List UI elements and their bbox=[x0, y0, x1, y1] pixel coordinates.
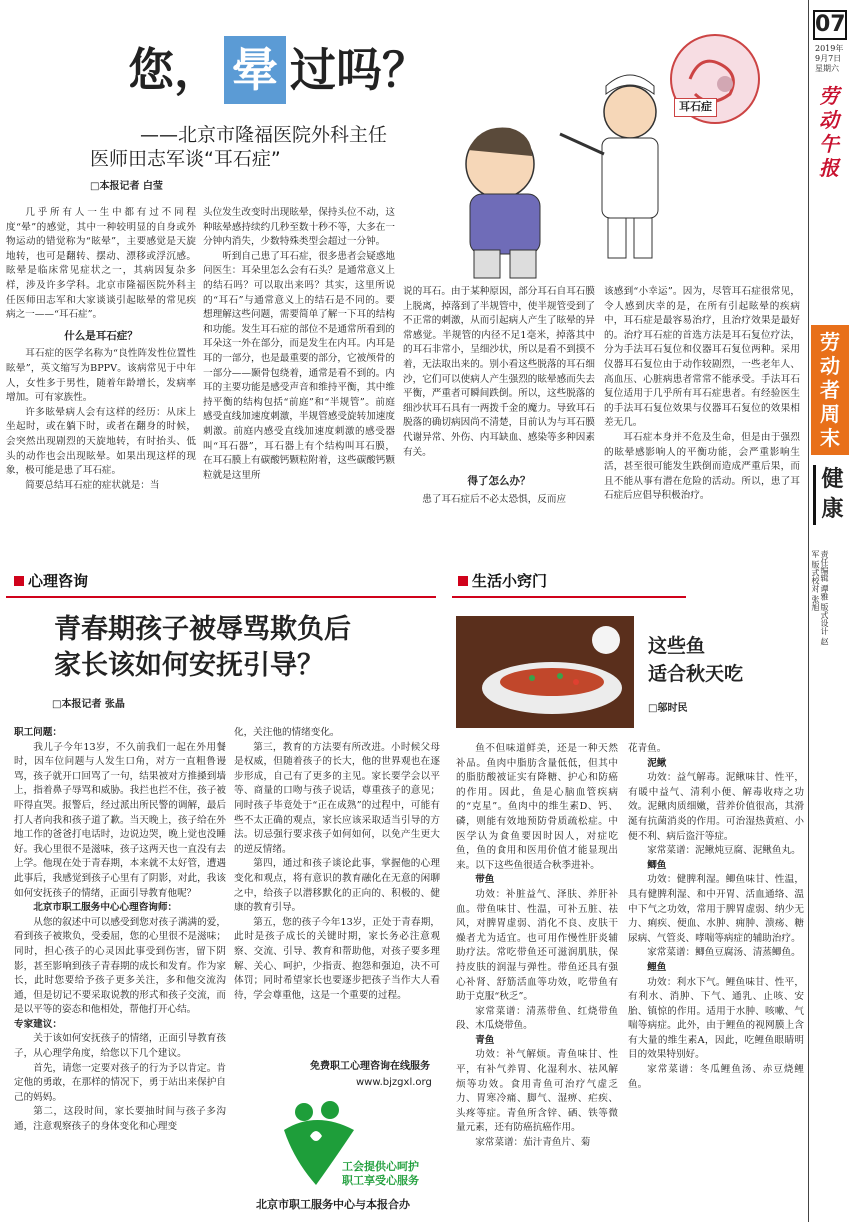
ad-logo-text-2: 职工享受心服务 bbox=[342, 1174, 419, 1187]
psych-column-1 bbox=[14, 726, 226, 1220]
editor-1: 责任编辑 谭雅 bbox=[820, 550, 829, 601]
ad-line: 免费职工心理咨询在线服务 bbox=[310, 1061, 430, 1072]
subsection-title: 健康 bbox=[813, 465, 847, 525]
fish-name: 带鱼 bbox=[475, 874, 495, 886]
tips-title-2: 适合秋天吃 bbox=[648, 663, 744, 685]
paragraph: 首先，请您一定要对孩子的行为予以肯定。肯定他的勇敢，在那样的情况下，勇于站出来保护自己的妈妈。 bbox=[14, 1062, 226, 1103]
paragraph: 家常菜谱：鲫鱼豆腐汤、清蒸鲫鱼。 bbox=[647, 947, 801, 959]
paragraph: 头位发生改变时出现眩晕，保持头位不动，这种眩晕感持续约几秒至数十秒不等，大多在一分钟内消失，少数特殊类型会超过一分钟。 bbox=[203, 207, 395, 248]
paragraph: 功效：补脏益气、泽肤、养肝补血。带鱼味甘、性温，可补五脏、祛风，对脾胃虚弱、消化不良、皮肤干燥者尤为适宜。也可用作慢性肝炎辅助疗法。常吃带鱼还可滋润肌肤，保持皮肤的润湿与弹性。带鱼还具有强心补肾、舒筋活血等功效，吃带鱼有助于克服“秋乏”。 bbox=[456, 888, 618, 1003]
masthead-logo: 劳动午报 bbox=[819, 84, 839, 180]
section-marker bbox=[14, 576, 24, 586]
article-column-4 bbox=[604, 285, 800, 560]
paragraph: 听到自己患了耳石症，很多患者会疑惑地问医生：耳朵里怎么会有石头？是通常意义上的结石吗？可以取出来吗？其实，这里所说的“耳石”与通常意义上的结石是不同的。要想理解这些问题，需要简单了解一下耳的结构和功能。发生耳石症的部位不是通常所看到的耳朵这一外在部分，而是发生在内耳。内耳是耳的一部分，也是最重要的部分，它被颅骨的一部分——颞骨包绕着，通常是看不到的。内耳的主要功能是感受声音和维持平衡，其中维持平衡的结构包括“前庭”和“半规管”。前庭感受直线加速度刺激，半规管感受旋转加速度刺激。前庭内感受直线加速度刺激的感受器叫“耳石器”，耳石器上有个结构叫耳石膜，在耳石膜上有碳酸钙颗粒附着，这些碳酸钙颗粒就是这里所 bbox=[203, 250, 395, 481]
psych-title-2: 家长该如何安抚引导？ bbox=[54, 650, 324, 681]
divider-right bbox=[452, 596, 686, 598]
answer-heading: 北京市职工服务中心心理咨询师： bbox=[33, 902, 178, 914]
paragraph: 我儿子今年13岁，不久前我们一起在外用餐时，因车位问题与人发生口角，对方一直粗鲁谩骂，孩子就开口回骂了一句，结果被对方推搡到墙上，指着鼻子辱骂和威胁。我拦也拦不住，孩子被吓得直哭。报警后，经过派出所民警的调解，最后打人者向我和孩子道了歉。当天晚上，孩子给在外地工作的爸爸打电话时，边说边哭，晚上觉也没睡好。我心里很不是滋味，孩子这两天也一直没有去上学。他现在处于青春期，本来就不太好管，遭遇此事后，我感觉到孩子心里有了阴影，对此，我该如何安抚孩子的情绪，正面引导教育他呢？ bbox=[14, 741, 226, 899]
fish-name: 青鱼 bbox=[475, 1034, 495, 1046]
article-column-3 bbox=[403, 285, 595, 560]
side-bar bbox=[808, 0, 850, 1222]
paragraph: 许多眩晕病人会有这样的经历：从床上坐起时，或在躺下时，或者在翻身的时候，会突然出现剧烈的天旋地转，有时抬头、低头的动作也会出现眩晕。如果出现这样的现象，极可能是患了耳石症。 bbox=[6, 406, 196, 477]
paragraph: 家常菜谱：泥鳅炖豆腐、泥鳅鱼丸。 bbox=[647, 845, 801, 857]
ad-footer: 北京市职工服务中心与本报合办 bbox=[256, 1198, 410, 1211]
divider-left bbox=[6, 596, 436, 598]
section-marker bbox=[458, 576, 468, 586]
fish-photo bbox=[456, 616, 634, 728]
tips-column-2 bbox=[628, 742, 804, 1220]
paragraph: 功效：利水下气。鲤鱼味甘、性平，有利水、消肿、下气、通乳、止咳、安胎、镇惊的作用。适用于水肿、咳嗽、气喘等病症。此外，由于鲤鱼的视网膜上含有大量的维生素A，因此，吃鲤鱼眼睛明目的效果特别好。 bbox=[628, 976, 804, 1061]
fish-name: 鲤鱼 bbox=[647, 961, 667, 973]
paragraph: 第二，这段时间，家长要抽时间与孩子多沟通，注意观察孩子的身体变化和心理变 bbox=[14, 1106, 226, 1133]
paragraph: 化，关注他的情绪变化。 bbox=[234, 727, 340, 738]
section-name: 生活小窍门 bbox=[472, 572, 548, 590]
headline-highlight: 晕 bbox=[224, 36, 286, 104]
headline-part-1: 您， bbox=[128, 43, 220, 97]
page-number: 07 bbox=[813, 10, 847, 40]
paragraph: 家常菜谱：冬瓜鲤鱼汤、赤豆烧鲤鱼。 bbox=[628, 1064, 804, 1090]
psych-column-2 bbox=[234, 726, 440, 1044]
illustration-label: 耳石症 bbox=[674, 98, 717, 117]
section-title: 劳动者周末 bbox=[820, 330, 840, 450]
article-column-2 bbox=[203, 206, 395, 558]
reporter-byline: □本报记者 白莹 bbox=[90, 181, 163, 192]
paragraph: 耳石症本身并不危及生命，但是由于强烈的眩晕感影响人的平衡功能，会严重影响生活，甚至很可能发生跌倒而造成严重后果，而且不能从事有潜在危险的活动。所以，患了耳石症后应倡导积极治疗。 bbox=[604, 431, 800, 502]
advice-heading: 专家建议： bbox=[14, 1018, 62, 1030]
paragraph: 耳石症的医学名称为“良性阵发性位置性眩晕”，英文缩写为BPPV。该病常见于中年人，女性多于男性，随着年龄增长，发病率增加。可有家族性。 bbox=[6, 348, 196, 404]
subtitle-1: ——北京市隆福医院外科主任 bbox=[140, 124, 388, 146]
section-head-tips bbox=[458, 574, 547, 589]
section-name: 心理咨询 bbox=[28, 572, 89, 590]
editor-credits bbox=[811, 550, 829, 650]
paragraph: 从您的叙述中可以感受到您对孩子满满的爱，看到孩子被欺负，受委屈，您的心里很不是滋味；同时，担心孩子的心灵因此事受到伤害，留下阴影，甚至影响到孩子青春期的成长和发育。作为家长，此时您要给予孩子更多关注，多和他交流沟通，但是切记不要采取说教的形式和孩子交流，而是以平等的姿态和他相处，帮他打开心结。 bbox=[14, 916, 226, 1016]
section-heading: 得了怎么办？ bbox=[467, 475, 531, 488]
tips-reporter: □邬时民 bbox=[648, 703, 688, 714]
date-year: 2019年 bbox=[815, 44, 844, 53]
editor-3: 版式校对 张旭 bbox=[811, 560, 820, 612]
paragraph: 第三，教育的方法要有所改进。小时候父母是权威，但随着孩子的长大，他的世界观也在逐步形成，自己有了更多的主见。家长要学会以平等、商量的口吻与孩子说话，尊重孩子的意见；同时孩子毕竟处于“正在成熟”的过程中，可能有些不太正确的观点，家长应该采取适当引导的方法。切忌强行要求孩子如何如何，以免产生更大的逆反情绪。 bbox=[234, 741, 440, 855]
section-heading: 什么是耳石症？ bbox=[64, 329, 138, 342]
ad-url[interactable]: www.bjzgxl.org bbox=[356, 1077, 432, 1088]
date-day: 9月7日 bbox=[815, 54, 842, 63]
paragraph: 关于该如何安抚孩子的情绪，正面引导教育孩子，从心理学角度，给您以下几个建议。 bbox=[14, 1033, 226, 1060]
paragraph: 功效：健脾利湿。鲫鱼味甘、性温，具有健脾利湿、和中开胃、活血通络、温中下气之功效，常用于脾胃虚弱、纳少无力、痢疾、便血、水肿、痈肿、溃疡、糖尿病、气管炎、哮喘等病症的辅助治疗。 bbox=[628, 874, 804, 944]
paragraph: 患了耳石症后不必太恐惧，反而应 bbox=[422, 493, 567, 505]
tips-title-1: 这些鱼 bbox=[648, 635, 706, 657]
paragraph: 功效：补气解烦。青鱼味甘、性平，有补气养胃、化湿利水、祛风解烦等功效。食用青鱼可治疗气虚乏力、胃寒冷痛、脚气、湿痹、疟疾、头疼等症。青鱼所含锌、硒、铁等微量元素，还有防癌抗癌作用。 bbox=[456, 1049, 618, 1134]
fish-name: 鲫鱼 bbox=[647, 859, 667, 871]
paragraph: 家常菜谱：茄汁青鱼片、菊 bbox=[475, 1137, 591, 1149]
weekday: 星期六 bbox=[815, 64, 839, 73]
illustration bbox=[440, 24, 800, 282]
paragraph: 鱼不但味道鲜美，还是一种天然补品。鱼肉中脂肪含量低低，但其中的脂肪酸被证实有降糖、护心和防癌的作用。因此，鱼是心脑血管疾病的“克星”。鱼肉中的维生素D、钙、磷，则能有效地预防骨质疏松症。中医学认为食鱼要因时因人，对症吃鱼，鱼的食用和医用价值才能显现出来。以下这些鱼很适合秋季进补。 bbox=[456, 743, 618, 871]
paragraph: 几乎所有人一生中都有过不同程度“晕”的感觉，其中一种较明显的自身或外物运动的错觉称为“眩晕”，主要感觉是天旋地转，也可是翻转、摆动、漂移或浮沉感。眩晕是临床常见症状之一，其病因复杂多样，涉及许多学科。北京市隆福医院外科主任医师田志军和大家谈谈引起眩晕的常见疾病之一——“耳石症”。 bbox=[6, 207, 196, 321]
article-column-1 bbox=[6, 206, 196, 558]
tips-column-1 bbox=[456, 742, 618, 1220]
paragraph: 简要总结耳石症的症状就是：当 bbox=[25, 479, 160, 491]
paragraph: 家常菜谱：清蒸带鱼、红烧带鱼段、木瓜烧带鱼。 bbox=[456, 1005, 618, 1032]
headline-part-2: 过吗？ bbox=[290, 43, 428, 97]
paragraph: 说的耳石。由于某种原因，部分耳石自耳石膜上脱离，掉落到了半规管中，使半规管受到了不正常的刺激，从而引起病人产生了眩晕的异常感觉。半规管的内径不足1毫米，掉落其中的耳石非常小，呈细沙状，所以是看不到摸不着，无法取出来的。别小看这些脱落的耳石细沙，它们可以使病人产生强烈的眩晕感而失去平衡，严重者可瞬间跌倒。所以，这些脱落的细沙状耳石具有一两拨千金的魔力。导致耳石脱落的确切病因尚不清楚，目前认为与耳石膜代谢异常、外伤、内耳缺血、感染等多种因素有关。 bbox=[403, 286, 595, 458]
section-head-psychology bbox=[14, 574, 88, 589]
question-heading: 职工问题： bbox=[14, 727, 62, 738]
editor-2: 版式设计 赵军 bbox=[811, 550, 829, 646]
headline bbox=[128, 36, 428, 104]
psych-title-1: 青春期孩子被辱骂欺负后 bbox=[54, 614, 351, 645]
subtitle-2: 医师田志军谈“耳石症” bbox=[90, 148, 281, 170]
psych-reporter: □本报记者 张晶 bbox=[52, 699, 125, 710]
paragraph: 花青鱼。 bbox=[628, 743, 667, 754]
paragraph: 功效：益气解毒。泥鳅味甘、性平，有暖中益气、清利小便、解毒收痔之功效。泥鳅肉质细嫩，营养价值很高，其滑涎有抗菌消炎的作用。可治湿热黄疸、小便不利、病后盗汗等症。 bbox=[628, 772, 804, 842]
paragraph: 该感到“小幸运”。因为，尽管耳石症很常见，令人感到庆幸的是，在所有引起眩晕的疾病中，耳石症是最容易治疗，且治疗效果是最好的。治疗耳石症的首选方法是耳石复位疗法，分为手法耳石复位和仪器耳石复位两种。采用仪器耳石复位由于动作较剧烈，一些老年人、高血压、心脏病患者常常不能承受。手法耳石复位适用于几乎所有耳石症患者。有经验医生的手法耳石复位效果与仪器耳石复位的效果相差无几。 bbox=[604, 286, 800, 429]
ad-logo-text-1: 工会提供心呵护 bbox=[342, 1160, 419, 1173]
paragraph: 第五，您的孩子今年13岁，正处于青春期，此时是孩子成长的关键时期，家长务必注意观察、交流、引导、教育和帮助他，对孩子要多理解、关心、呵护，少指责、抱怨和强迫，决不可体罚；同时希望家长也要逐步把孩子当作大人看待，学会尊重他，这是一个重要的过程。 bbox=[234, 916, 440, 1001]
fish-name: 泥鳅 bbox=[647, 757, 667, 769]
paragraph: 第四，通过和孩子谈论此事，掌握他的心理变化和观点，将有意识的教育融化在无意的闲聊之中，给孩子以潜移默化的正向的、积极的、健康的教育引导。 bbox=[234, 858, 440, 914]
